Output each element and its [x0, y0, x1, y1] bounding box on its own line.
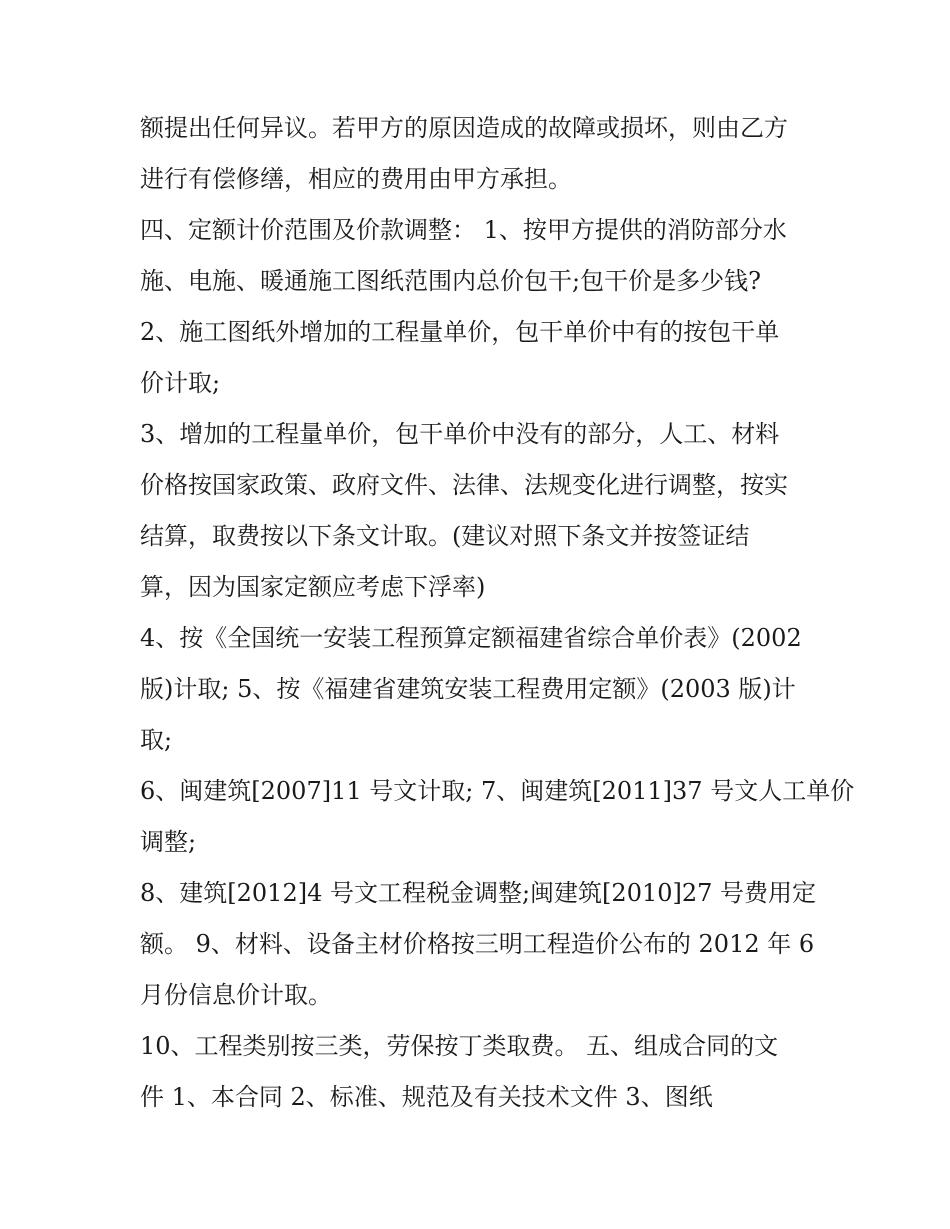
text-line: 算，因为国家定额应考虑下浮率) [140, 573, 486, 601]
text-line: 月份信息价计取。 [140, 981, 332, 1009]
text-line: 2、施工图纸外增加的工程量单价，包干单价中有的按包干单 [140, 318, 780, 346]
text-line: 额。 9、材料、设备主材价格按三明工程造价公布的 2012 年 6 [140, 930, 815, 958]
text-line: 4、按《全国统一安装工程预算定额福建省综合单价表》(2002 [140, 624, 802, 652]
text-line: 取; [140, 726, 173, 754]
text-line: 价格按国家政策、政府文件、法律、法规变化进行调整，按实 [140, 471, 788, 499]
text-line: 价计取; [140, 369, 221, 397]
text-line: 额提出任何异议。若甲方的原因造成的故障或损坏，则由乙方 [140, 114, 788, 142]
text-line: 调整; [140, 828, 197, 856]
text-line: 版)计取; 5、按《福建省建筑安装工程费用定额》(2003 版)计 [140, 675, 796, 703]
text-line: 3、增加的工程量单价，包干单价中没有的部分，人工、材料 [140, 420, 780, 448]
text-line: 四、定额计价范围及价款调整： 1、按甲方提供的消防部分水 [140, 216, 787, 244]
text-line: 施、电施、暖通施工图纸范围内总价包干;包干价是多少钱? [140, 267, 761, 295]
text-line: 件 1、本合同 2、标准、规范及有关技术文件 3、图纸 [140, 1083, 713, 1111]
text-line: 8、建筑[2012]4 号文工程税金调整;闽建筑[2010]27 号费用定 [140, 879, 817, 907]
text-line: 结算，取费按以下条文计取。(建议对照下条文并按签证结 [140, 522, 750, 550]
text-line: 6、闽建筑[2007]11 号文计取; 7、闽建筑[2011]37 号文人工单价 [140, 777, 855, 805]
text-line: 10、工程类别按三类，劳保按丁类取费。 五、组成合同的文 [140, 1032, 779, 1060]
document-body [140, 103, 855, 1123]
text-line: 进行有偿修缮，相应的费用由甲方承担。 [140, 165, 572, 193]
